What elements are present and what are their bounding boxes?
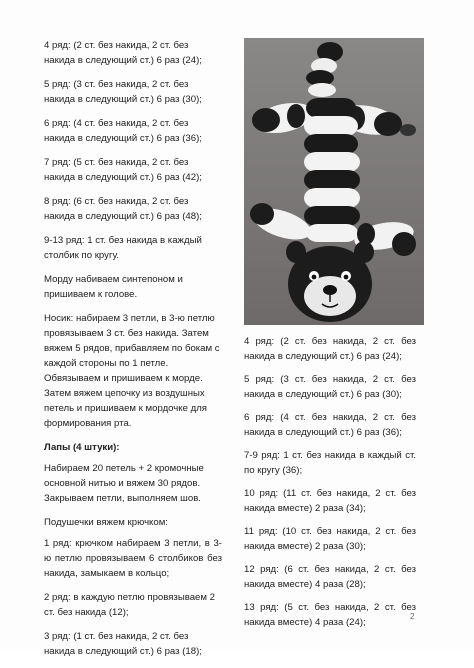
row-6-instruction: 6 ряд: (4 ст. без накида, 2 ст. без накида в следующий ст.) 6 раз (36); [244,412,416,438]
row-4-instruction: 4 ряд: (2 ст. без накида, 2 ст. без накида в следующий ст.) 6 раз (24); [244,336,416,362]
row-7-9-instruction: 7-9 ряд: 1 ст. без накида в каждый ст. по кругу (36); [244,450,416,476]
paws-heading: Лапы (4 штуки): [44,442,120,453]
row-7-instruction: 7 ряд: (5 ст. без накида, 2 ст. без накида в следующий ст.) 6 раз (42); [44,157,202,183]
knitted-cat-photo [244,38,424,325]
row-9-13-instruction: 9-13 ряд: 1 ст. без накида в каждый столбик по кругу. [44,235,202,261]
nose-instruction: Носик: набираем 3 петли, в 3-ю петлю провязываем 3 ст. без накида. Затем вяжем 5 рядов, прибавляем по бокам с каждой стороны по 1 петле. Обвязываем и пришиваем к морде. Затем вяжем цепочку из воздушных петель и пришиваем к мордочке для формирования рта. [44,313,220,429]
pad-row-3-instruction: 3 ряд: (1 ст. без накида, 2 ст. без накида в следующий ст.) 6 раз (18); [44,631,202,657]
pad-row-2-instruction: 2 ряд: в каждую петлю провязываем 2 ст. без накида (12); [44,592,215,618]
row-8-instruction: 8 ряд: (6 ст. без накида, 2 ст. без накида в следующий ст.) 6 раз (48); [44,196,202,222]
pads-heading: Подушечки вяжем крючком: [44,517,168,528]
pad-row-1-instruction: 1 ряд: крючком набираем 3 петли, в 3-ю петлю провязываем 6 столбиков без накида, замыкаем в кольцо; [44,538,222,579]
row-10-instruction: 10 ряд: (11 ст. без накида, 2 ст. без накида вместе) 2 раза (34); [244,488,416,514]
row-12-instruction: 12 ряд: (6 ст. без накида, 2 ст. без накида вместе) 4 раза (28); [244,564,416,590]
knitted-striped-cat-photo-icon [244,38,424,325]
page-number: 2 [410,612,415,621]
row-5-instruction: 5 ряд: (3 ст. без накида, 2 ст. без накида в следующий ст.) 6 раз (30); [244,374,416,400]
row-11-instruction: 11 ряд: (10 ст. без накида, 2 ст. без накида вместе) 2 раза (30); [244,526,416,552]
row-6-instruction: 6 ряд: (4 ст. без накида, 2 ст. без накида в следующий ст.) 6 раз (36); [44,118,202,144]
row-5-instruction: 5 ряд: (3 ст. без накида, 2 ст. без накида в следующий ст.) 6 раз (30); [44,79,202,105]
row-4-instruction: 4 ряд: (2 ст. без накида, 2 ст. без накида в следующий ст.) 6 раз (24); [44,40,202,66]
muzzle-instruction: Мордy набиваем синтепоном и пришиваем к голове. [44,274,183,300]
paws-instruction: Набираем 20 петель + 2 кромочные основной нитью и вяжем 30 рядов. Закрываем петли, выполняем шов. [44,463,204,504]
right-text-column [244,334,416,638]
row-13-instruction: 13 ряд: (5 ст. без накида, 2 ст. без накида вместе) 4 раза (24); [244,602,416,628]
left-text-column [44,38,222,668]
